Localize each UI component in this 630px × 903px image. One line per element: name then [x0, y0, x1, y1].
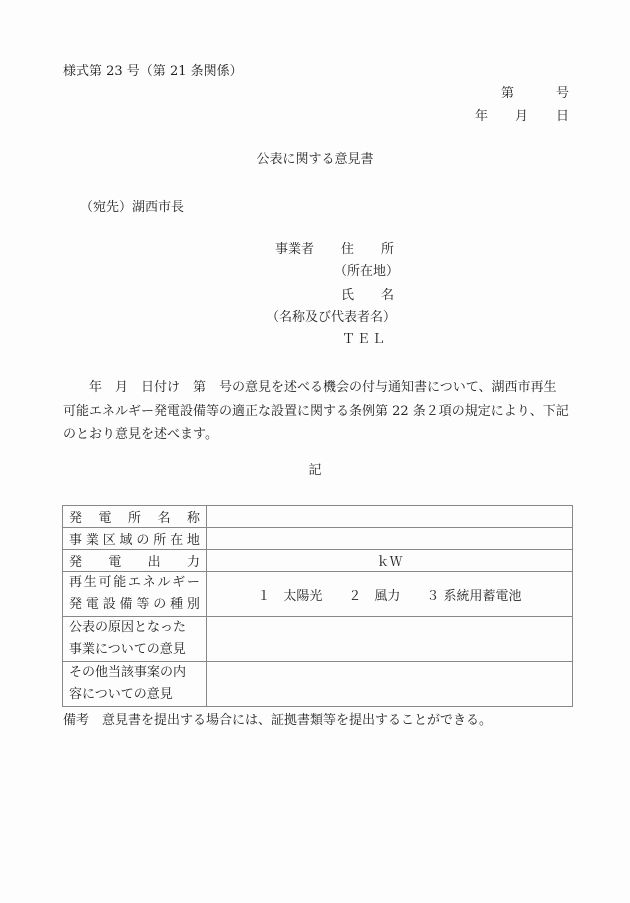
body-line-3: のとおり意見を述べます。 — [63, 427, 218, 442]
date-month: 月 — [515, 109, 529, 124]
address-label-a: 住 — [341, 242, 355, 257]
form-number: 様式第 23 号（第 21 条関係） — [63, 64, 243, 79]
label-facility-type: 再 生 可 能 エ ネ ル ギ ー 発 電 設 備 等 の 種 別 — [63, 572, 207, 617]
body-paragraph — [63, 376, 579, 447]
table-row-facility-type — [63, 572, 573, 617]
table-row-publication-opinion — [63, 617, 573, 662]
value-plant-name[interactable] — [207, 506, 573, 528]
name-label-b: 名 — [381, 288, 395, 303]
label-publication-opinion: 公表の原因となった 事業についての意見 — [63, 617, 207, 662]
address-label-b: 所 — [381, 242, 395, 257]
addressee: （宛先）湖西市長 — [80, 200, 185, 215]
info-table — [62, 505, 573, 707]
value-other-opinion[interactable] — [207, 662, 573, 707]
ki-heading: 記 — [308, 463, 322, 478]
table-row-other-opinion — [63, 662, 573, 707]
body-line-1: 年 月 日付け 第 号の意見を述べる機会の付与通知書について、湖西市再生 — [89, 380, 557, 395]
business-operator-label: 事業者 — [275, 242, 315, 257]
name-note: （名称及び代表者名） — [266, 310, 397, 325]
label-other-opinion: その他当該事案の内 容についての意見 — [63, 662, 207, 707]
body-line-2: 可能エネルギー発電設備等の適正な設置に関する条例第 22 条２項の規定により、下記 — [63, 403, 569, 419]
remarks-note: 備考 意見書を提出する場合には、証拠書類等を提出することができる。 — [63, 713, 493, 728]
label-output: 発 電 出 力 — [63, 550, 207, 572]
tel-label: ＴＥＬ — [342, 332, 388, 347]
name-label-a: 氏 — [341, 288, 355, 303]
table-row-output — [63, 550, 573, 572]
number-prefix: 第 — [501, 86, 515, 101]
value-facility-type-options[interactable]: １ 太陽光 ２ 風力 ３ 系統用蓄電池 — [207, 572, 573, 617]
date-day: 日 — [556, 109, 570, 124]
value-publication-opinion[interactable] — [207, 617, 573, 662]
number-suffix: 号 — [556, 86, 570, 101]
date-year: 年 — [475, 109, 489, 124]
table-row-plant-name — [63, 506, 573, 528]
label-plant-name: 発 電 所 名 称 — [63, 506, 207, 528]
value-location[interactable] — [207, 528, 573, 550]
label-location: 事 業 区 域 の 所 在 地 — [63, 528, 207, 550]
document-title: 公表に関する意見書 — [256, 152, 374, 167]
table-row-location — [63, 528, 573, 550]
address-note: （所在地） — [334, 264, 400, 279]
value-output-unit[interactable]: ｋＷ — [207, 550, 573, 572]
